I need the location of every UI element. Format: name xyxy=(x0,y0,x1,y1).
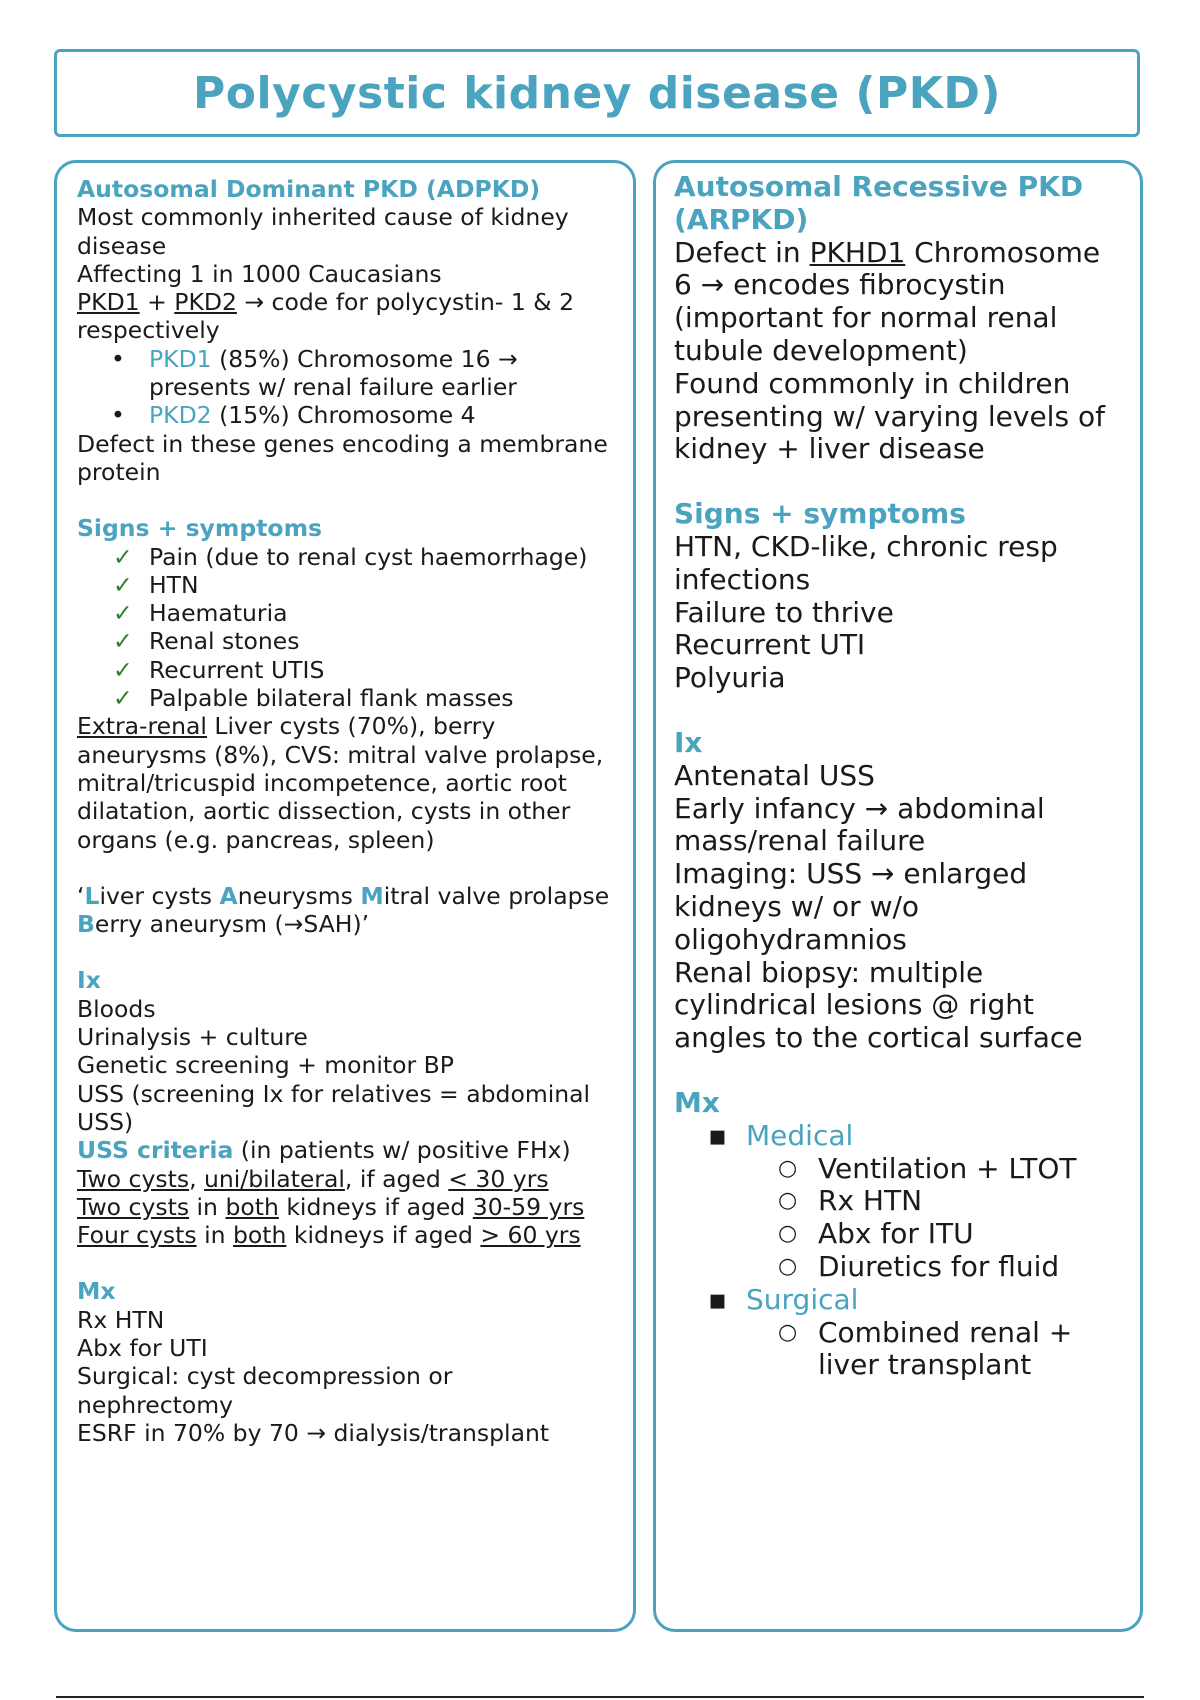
list-item: Urinalysis + culture xyxy=(77,1023,308,1052)
list-item: Failure to thrive xyxy=(674,595,894,629)
mnemonic-letter: L xyxy=(84,881,100,910)
mnemonic xyxy=(77,882,615,939)
arpkd-signs-heading: Signs + symptoms xyxy=(674,497,966,531)
list-item: ✓ Palpable bilateral flank masses xyxy=(77,684,615,712)
arpkd-defect-post: Chromosome 6 → encodes fibrocystin (important for normal renal tubule development) xyxy=(674,235,1101,367)
surgical-list xyxy=(746,1317,1126,1383)
list-item xyxy=(77,345,615,402)
list-item: ESRF in 70% by 70 → dialysis/transplant xyxy=(77,1418,550,1447)
uss-side: both xyxy=(225,1192,279,1221)
bullet-pkd2-text: (15%) Chromosome 4 xyxy=(211,401,476,430)
surgical-label: Surgical xyxy=(746,1282,859,1316)
list-item xyxy=(77,401,615,429)
medical-label: Medical xyxy=(746,1118,854,1152)
adpkd-intro-2: Affecting 1 in 1000 Caucasians xyxy=(77,259,442,288)
arpkd-mx-list xyxy=(674,1120,1126,1382)
adpkd-heading: Autosomal Dominant PKD (ADPKD) xyxy=(77,175,541,203)
mnemonic-word: erry aneurysm (→SAH)’ xyxy=(94,910,370,939)
arpkd-defect-pre: Defect in xyxy=(674,235,810,269)
list-item: ✓ Recurrent UTIS xyxy=(77,656,615,684)
uss-row xyxy=(77,1165,615,1193)
adpkd-intro-1: Most commonly inherited cause of kidney disease xyxy=(77,203,569,260)
list-item: ✓ Renal stones xyxy=(77,627,615,655)
arpkd-ix-heading: Ix xyxy=(674,725,703,759)
list-item: ○ Diuretics for fluid xyxy=(746,1251,1126,1284)
adpkd-gene-list xyxy=(77,345,615,430)
extra-renal xyxy=(77,712,615,853)
bullet-pkd1-text: (85%) Chromosome 16 → presents w/ renal failure earlier xyxy=(149,344,518,402)
pkd2-gene: PKD2 xyxy=(174,288,237,317)
arpkd-defect xyxy=(674,237,1126,368)
arpkd-heading: Autosomal Recessive PKD (ARPKD) xyxy=(674,170,1084,236)
uss-criteria-sub: (in patients w/ positive FHx) xyxy=(233,1136,571,1165)
adpkd-ix-heading: Ix xyxy=(77,966,101,995)
plus-sign: + xyxy=(139,288,175,317)
list-item: Polyuria xyxy=(674,661,786,695)
mnemonic-word: neurysms xyxy=(237,881,361,910)
uss-criteria-line xyxy=(77,1136,615,1164)
list-item: Antenatal USS xyxy=(674,758,875,792)
list-item: Renal biopsy: multiple cylindrical lesions @ right angles to the cortical surface xyxy=(674,955,1083,1055)
bullet-pkd1: PKD1 xyxy=(149,344,212,373)
extra-renal-text: Liver cysts (70%), berry aneurysms (8%), CVS: mitral valve prolapse, mitral/tricuspid incompetence, aortic root dilatation, aortic dissection, cysts in other organs (e.g. pancreas, spleen) xyxy=(77,712,604,854)
uss-mid: kidneys if aged xyxy=(286,1221,481,1250)
list-item: ○ Abx for ITU xyxy=(746,1218,1126,1251)
list-item: Imaging: USS → enlarged kidneys w/ or w/o oligohydramnios xyxy=(674,857,1028,956)
list-item: Abx for UTI xyxy=(77,1333,208,1362)
bullet-pkd2: PKD2 xyxy=(149,401,212,430)
list-item: Surgical: cyst decompression or nephrectomy xyxy=(77,1362,453,1419)
list-item: ✓ Haematuria xyxy=(77,599,615,627)
adpkd-defect: Defect in these genes encoding a membrane protein xyxy=(77,429,608,486)
arpkd-mx-heading: Mx xyxy=(674,1085,720,1119)
uss-cysts: Two cysts xyxy=(77,1192,190,1221)
uss-mid: kidneys if aged xyxy=(278,1192,473,1221)
footer-divider xyxy=(56,1696,1144,1698)
list-item: ✓ HTN xyxy=(77,571,615,599)
adpkd-mx-heading: Mx xyxy=(77,1277,116,1306)
list-item: Genetic screening + monitor BP xyxy=(77,1051,454,1080)
pkhd1-gene: PKHD1 xyxy=(809,235,906,269)
mnemonic-letter: M xyxy=(360,881,384,910)
uss-side: both xyxy=(233,1221,287,1250)
uss-age: 30-59 yrs xyxy=(472,1192,585,1221)
uss-age: < 30 yrs xyxy=(448,1164,549,1193)
uss-mid: , if aged xyxy=(344,1164,449,1193)
uss-cysts: Two cysts xyxy=(77,1164,190,1193)
uss-row xyxy=(77,1221,615,1249)
mnemonic-quote: ‘ xyxy=(77,881,85,910)
list-item: ○ Combined renal + liver transplant xyxy=(746,1317,1126,1383)
extra-renal-label: Extra-renal xyxy=(77,712,207,741)
mnemonic-letter: B xyxy=(77,910,95,939)
mnemonic-word: itral valve prolapse xyxy=(383,881,610,910)
uss-criteria-heading: USS criteria xyxy=(77,1136,234,1165)
adpkd-signs-list xyxy=(77,543,615,713)
uss-sep: in xyxy=(196,1221,233,1250)
mnemonic-letter: A xyxy=(219,881,238,910)
list-item: Bloods xyxy=(77,994,156,1023)
code-for-text: → code for polycystin- 1 & 2 respectively xyxy=(77,288,575,345)
adpkd-signs-heading: Signs + symptoms xyxy=(77,514,323,543)
adpkd-genes-line xyxy=(77,288,615,345)
list-item: USS (screening Ix for relatives = abdominal USS) xyxy=(77,1079,591,1136)
title-box xyxy=(54,49,1140,137)
list-item: Early infancy → abdominal mass/renal failure xyxy=(674,791,1045,858)
list-item: HTN, CKD-like, chronic resp infections xyxy=(674,529,1058,596)
list-item xyxy=(674,1284,1126,1382)
page-title: Polycystic kidney disease (PKD) xyxy=(193,67,1001,119)
list-item: Recurrent UTI xyxy=(674,628,866,662)
list-item: ○ Rx HTN xyxy=(746,1185,1126,1218)
uss-sep: in xyxy=(189,1192,226,1221)
uss-cysts: Four cysts xyxy=(77,1221,197,1250)
arpkd-found: Found commonly in children presenting w/ varying levels of kidney + liver disease xyxy=(674,366,1105,466)
pkd1-gene: PKD1 xyxy=(77,288,140,317)
uss-sep: , xyxy=(189,1164,205,1193)
uss-age: > 60 yrs xyxy=(480,1221,581,1250)
list-item: ✓ Pain (due to renal cyst haemorrhage) xyxy=(77,543,615,571)
uss-row xyxy=(77,1193,615,1221)
medical-list xyxy=(746,1153,1126,1284)
list-item xyxy=(674,1120,1126,1284)
list-item: ○ Ventilation + LTOT xyxy=(746,1153,1126,1186)
adpkd-panel xyxy=(54,160,636,1632)
list-item: Rx HTN xyxy=(77,1305,165,1334)
mnemonic-word: iver cysts xyxy=(99,881,220,910)
arpkd-panel xyxy=(653,160,1143,1632)
uss-side: uni/bilateral xyxy=(204,1164,345,1193)
